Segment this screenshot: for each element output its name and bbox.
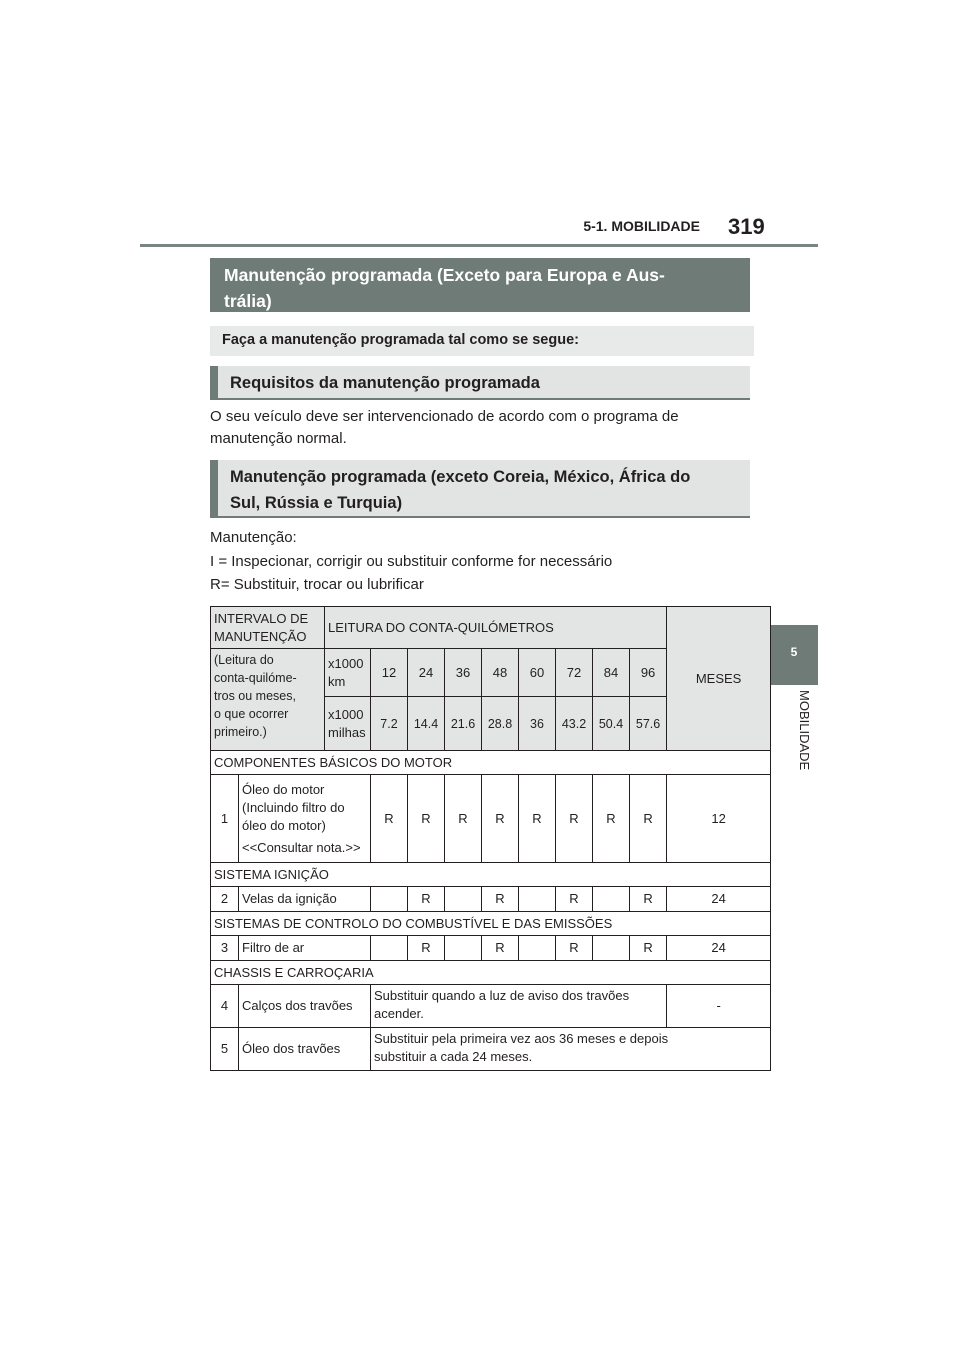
instruction-line: Substituir pela primeira vez aos 36 meses e depois — [374, 1031, 669, 1046]
row-item: Filtro de ar — [239, 936, 371, 961]
row-instruction — [371, 1028, 771, 1071]
schedule-cell: R — [445, 775, 482, 863]
interval-label-line: INTERVALO DE — [214, 610, 309, 626]
requirements-paragraph — [210, 406, 679, 450]
row-number: 4 — [211, 985, 239, 1028]
section-row-chassis — [211, 961, 771, 985]
miles-value: 14.4 — [408, 697, 445, 751]
km-value: 72 — [556, 649, 593, 697]
km-unit — [325, 649, 371, 697]
interval-note — [211, 649, 325, 751]
km-value: 24 — [408, 649, 445, 697]
months-value: - — [667, 985, 771, 1028]
schedule-cell: R — [482, 775, 519, 863]
interval-label-line: MANUTENÇÃO — [214, 628, 307, 644]
schedule-cell: R — [630, 936, 667, 961]
chapter-label: MOBILIDADE — [797, 690, 812, 771]
item-line: óleo do motor) — [242, 817, 326, 833]
section-row-ignition — [211, 863, 771, 887]
item-line: <<Consultar nota.>> — [242, 839, 361, 855]
section-header: 5-1. MOBILIDADE — [583, 218, 700, 234]
miles-value: 43.2 — [556, 697, 593, 751]
schedule-cell: R — [556, 775, 593, 863]
unit-line: km — [328, 673, 346, 689]
page-number: 319 — [728, 214, 765, 239]
heading-line: Sul, Rússia e Turquia) — [230, 494, 403, 512]
page-title-line-1: Manutenção programada (Exceto para Europa e Aus- — [224, 265, 665, 285]
legend-replace: R= Substituir, trocar ou lubrificar — [210, 576, 424, 593]
row-item — [239, 775, 371, 863]
schedule-cell — [519, 936, 556, 961]
instruction-line: Substituir quando a luz de aviso dos travões — [374, 988, 630, 1003]
row-number: 1 — [211, 775, 239, 863]
miles-value: 50.4 — [593, 697, 630, 751]
miles-unit — [325, 697, 371, 751]
row-number: 2 — [211, 887, 239, 912]
schedule-cell — [593, 887, 630, 912]
table-row — [211, 775, 771, 863]
section-row-fuel — [211, 912, 771, 936]
miles-value: 21.6 — [445, 697, 482, 751]
item-line: (Incluindo filtro do — [242, 799, 345, 815]
unit-line: x1000 — [328, 655, 364, 671]
note-line: tros ou meses, — [214, 689, 296, 703]
km-value: 84 — [593, 649, 630, 697]
km-value: 36 — [445, 649, 482, 697]
schedule-cell: R — [630, 775, 667, 863]
section-label: SISTEMA IGNIÇÃO — [211, 863, 771, 887]
months-value: 12 — [667, 775, 771, 863]
km-value: 12 — [371, 649, 408, 697]
schedule-cell — [519, 887, 556, 912]
note-line: conta-quilóme- — [214, 671, 297, 685]
page-title-line-2: trália) — [224, 291, 272, 311]
section-row-engine — [211, 751, 771, 775]
section-heading-schedule — [210, 460, 750, 518]
miles-value: 36 — [519, 697, 556, 751]
schedule-cell — [371, 887, 408, 912]
interval-label — [211, 607, 325, 649]
schedule-cell: R — [482, 936, 519, 961]
item-line: Óleo do motor — [242, 781, 325, 797]
paragraph-line: O seu veículo deve ser intervencionado de acordo com o programa de — [210, 408, 679, 425]
row-item: Óleo dos travões — [239, 1028, 371, 1071]
schedule-cell: R — [482, 887, 519, 912]
intro-text: Faça a manutenção programada tal como se segue: — [210, 326, 754, 356]
schedule-cell: R — [556, 936, 593, 961]
unit-line: x1000 — [328, 706, 364, 722]
heading-line: Manutenção programada (exceto Coreia, México, África do — [230, 468, 691, 486]
schedule-cell: R — [519, 775, 556, 863]
table-row — [211, 936, 771, 961]
table-row — [211, 1028, 771, 1071]
paragraph-line: manutenção normal. — [210, 430, 347, 447]
section-label: COMPONENTES BÁSICOS DO MOTOR — [211, 751, 771, 775]
schedule-cell — [371, 936, 408, 961]
note-line: primeiro.) — [214, 725, 267, 739]
unit-line: milhas — [328, 724, 366, 740]
schedule-cell: R — [408, 887, 445, 912]
months-label: MESES — [667, 607, 771, 751]
km-value: 60 — [519, 649, 556, 697]
legend-title: Manutenção: — [210, 529, 297, 546]
note-line: o que ocorrer — [214, 707, 289, 721]
schedule-cell: R — [593, 775, 630, 863]
table-row — [211, 985, 771, 1028]
odometer-reading-label: LEITURA DO CONTA-QUILÓMETROS — [325, 607, 667, 649]
section-label: SISTEMAS DE CONTROLO DO COMBUSTÍVEL E DAS EMISSÕES — [211, 912, 771, 936]
section-label: CHASSIS E CARROÇARIA — [211, 961, 771, 985]
instruction-line: substituir a cada 24 meses. — [374, 1049, 533, 1064]
section-heading-requirements: Requisitos da manutenção programada — [210, 366, 750, 400]
miles-value: 7.2 — [371, 697, 408, 751]
schedule-cell: R — [408, 936, 445, 961]
instruction-line: acender. — [374, 1006, 424, 1021]
schedule-cell: R — [371, 775, 408, 863]
table-row — [211, 887, 771, 912]
chapter-tab: 5 — [770, 625, 818, 685]
table-header-row — [211, 607, 771, 649]
row-number: 3 — [211, 936, 239, 961]
row-item: Calços dos travões — [239, 985, 371, 1028]
legend — [210, 526, 612, 597]
note-line: (Leitura do — [214, 653, 274, 667]
schedule-cell: R — [556, 887, 593, 912]
schedule-cell: R — [630, 887, 667, 912]
schedule-cell — [445, 936, 482, 961]
maintenance-table — [210, 606, 771, 1071]
months-value: 24 — [667, 936, 771, 961]
row-number: 5 — [211, 1028, 239, 1071]
schedule-cell — [593, 936, 630, 961]
km-value: 48 — [482, 649, 519, 697]
row-item: Velas da ignição — [239, 887, 371, 912]
miles-value: 28.8 — [482, 697, 519, 751]
schedule-cell: R — [408, 775, 445, 863]
page-title — [210, 258, 750, 312]
months-value: 24 — [667, 887, 771, 912]
miles-value: 57.6 — [630, 697, 667, 751]
legend-inspect: I = Inspecionar, corrigir ou substituir conforme for necessário — [210, 552, 613, 570]
schedule-cell — [445, 887, 482, 912]
header-rule — [140, 244, 818, 247]
row-instruction — [371, 985, 667, 1028]
km-value: 96 — [630, 649, 667, 697]
